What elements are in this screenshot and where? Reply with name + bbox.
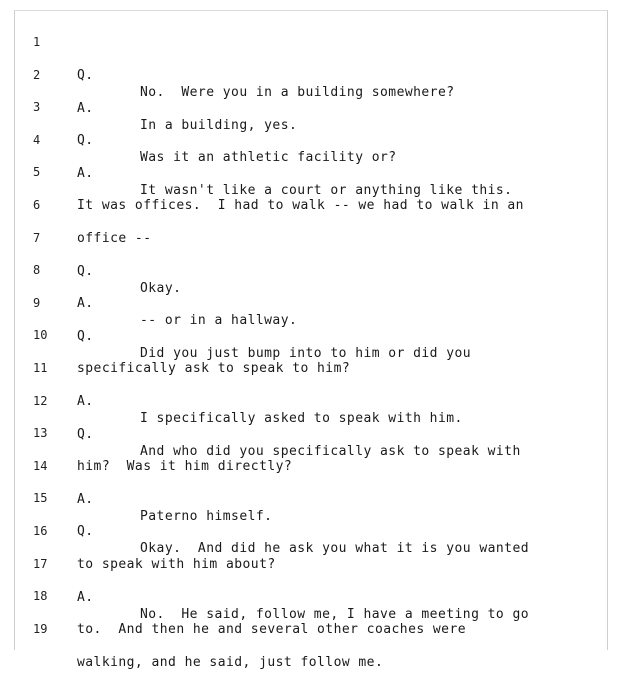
line-continuation-text: It was offices. I had to walk -- we had to walk in an xyxy=(77,198,524,214)
line-text: No. Were you in a building somewhere? xyxy=(140,85,455,100)
line-number: 11 xyxy=(33,360,48,375)
transcript-line xyxy=(15,163,607,214)
line-number: 17 xyxy=(33,556,48,571)
line-number: 2 xyxy=(33,67,41,82)
transcript-line xyxy=(15,131,607,198)
speaker-label: Q. xyxy=(77,426,94,442)
speaker-label: Q. xyxy=(77,328,94,344)
speaker-label: A. xyxy=(77,296,94,312)
line-text: Okay. xyxy=(140,280,182,296)
line-number: 16 xyxy=(33,523,48,538)
line-continuation-text: to. And then he and several other coaches were xyxy=(77,622,467,638)
line-text: Okay. And did he ask you what it is you wanted xyxy=(140,541,530,557)
line-text: Paterno himself. xyxy=(140,508,273,524)
line-text: Did you just bump into to him or did you xyxy=(140,345,472,361)
transcript-line xyxy=(15,229,607,296)
line-number: 10 xyxy=(33,328,48,343)
line-number: 5 xyxy=(33,165,41,180)
line-number: 14 xyxy=(33,458,48,473)
speaker-label: A. xyxy=(77,100,94,116)
speaker-label: Q. xyxy=(77,133,94,149)
line-continuation-text: office -- xyxy=(77,230,152,246)
line-number: 7 xyxy=(33,230,41,245)
transcript-line xyxy=(15,620,607,670)
transcript-line xyxy=(15,261,607,329)
line-number: 15 xyxy=(33,491,48,506)
transcript-line xyxy=(15,98,607,166)
transcript-lines xyxy=(15,33,607,670)
line-number: 9 xyxy=(33,295,41,310)
line-continuation-text: specifically ask to speak to him? xyxy=(77,361,351,377)
line-number: 3 xyxy=(33,100,41,115)
speaker-label: A. xyxy=(77,589,94,605)
line-number: 4 xyxy=(33,132,41,147)
line-number: 13 xyxy=(33,426,48,441)
transcript-line xyxy=(15,66,607,133)
transcript-page xyxy=(14,10,608,670)
speaker-label: Q. xyxy=(77,68,94,83)
line-text: I specifically asked to speak with him. xyxy=(140,410,463,426)
line-text: And who did you specifically ask to speak with xyxy=(140,443,521,459)
line-continuation-text: walking, and he said, just follow me. xyxy=(77,654,384,670)
speaker-label: A. xyxy=(77,165,94,181)
line-number: 1 xyxy=(33,35,41,49)
line-text: In a building, yes. xyxy=(140,117,298,133)
line-text: No. He said, follow me, I have a meeting to go xyxy=(140,606,530,622)
transcript-line xyxy=(15,196,607,246)
line-number: 18 xyxy=(33,589,48,604)
line-number: 6 xyxy=(33,197,41,212)
line-text: -- or in a hallway. xyxy=(140,313,298,329)
transcript-line xyxy=(15,33,607,100)
line-text: Was it an athletic facility or? xyxy=(140,150,397,166)
line-text: It wasn't like a court or anything like this. xyxy=(140,182,513,198)
speaker-label: A. xyxy=(77,393,94,409)
speaker-label: A. xyxy=(77,491,94,507)
line-number: 19 xyxy=(33,621,48,636)
line-continuation-text: to speak with him about? xyxy=(77,556,276,572)
line-number: 12 xyxy=(33,393,48,408)
line-continuation-text: him? Was it him directly? xyxy=(77,459,293,475)
speaker-label: Q. xyxy=(77,524,94,540)
line-number: 8 xyxy=(33,263,41,278)
speaker-label: Q. xyxy=(77,263,94,279)
